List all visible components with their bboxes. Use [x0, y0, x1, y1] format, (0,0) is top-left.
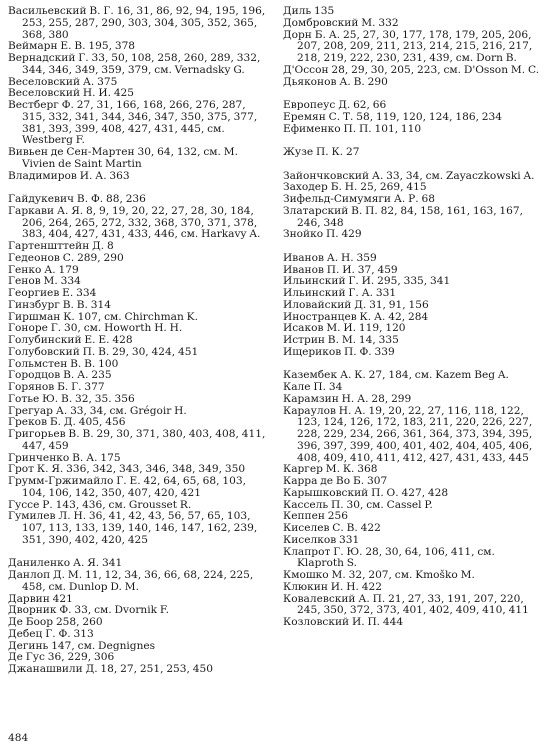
- index-entry: Казембек А. К. 27, 184, см. Kazem Beg A.: [283, 369, 509, 382]
- index-entry: Ефименко П. П. 101, 110: [283, 122, 422, 135]
- index-entry: Европеус Д. 62, 66: [283, 99, 387, 111]
- index-entry: Караулов Н. А. 19, 20, 22, 27, 116, 118, 122, 123, 124, 126, 172, 183, 211, 220, 226, 227, 228, 229, 234, 266, 361, 364, 373, 394, 395, 396, 397, 399, 400, 401, 402, 404, 405, 406, 408, 409, 410, 411, 412, 427, 431, 433, 445: [283, 404, 533, 464]
- index-column-left: [8, 6, 270, 676]
- index-entry: Веселовский А. 375: [8, 75, 118, 88]
- index-entry: Гиршман К. 107, см. Chirchman K.: [8, 310, 198, 323]
- index-entry: Дебец Г. Ф. 313: [8, 627, 94, 640]
- index-entry: Иванов П. И. 37, 459: [283, 263, 398, 276]
- index-entry: Генко А. 179: [8, 263, 79, 276]
- index-entry: Владимиров И. А. 363: [8, 169, 130, 182]
- index-entry: Васильевский В. Г. 16, 31, 86, 92, 94, 195, 196, 253, 255, 287, 290, 303, 304, 305, 352, 365, 368, 380: [8, 5, 266, 41]
- index-entry: Диль 135: [283, 5, 335, 17]
- index-entry: Иванов А. Н. 359: [283, 251, 377, 264]
- index-entry: Генов М. 334: [8, 275, 81, 288]
- index-entry: Голубинский Е. Е. 428: [8, 334, 133, 346]
- index-entry: Дегинь 147, см. Degnignes: [8, 639, 156, 652]
- index-entry: Ковалевский А. П. 21, 27, 33, 191, 207, 220, 245, 350, 372, 373, 401, 402, 409, 410, 411: [283, 592, 529, 617]
- index-entry: Даниленко А. Я. 341: [8, 557, 123, 570]
- index-entry: Киселев С. В. 422: [283, 522, 381, 534]
- letter-group-gap: [283, 241, 541, 253]
- index-entry: Карра де Во Б. 307: [283, 475, 388, 487]
- index-entry: Городцов В. А. 235: [8, 369, 112, 382]
- index-entry: Веселовский Н. И. 425: [8, 87, 135, 100]
- index-entry: Греков Б. Д. 405, 456: [8, 416, 126, 429]
- index-entry: Д'Оссон 28, 29, 30, 205, 223, см. D'Osson M. C.: [283, 63, 540, 76]
- index-entry: Кмошко М. 32, 207, см. Kmoško M.: [283, 569, 475, 581]
- index-entry: Гольмстен В. В. 100: [8, 357, 119, 370]
- index-entry: Кале П. 34: [283, 381, 343, 393]
- index-entry: Веймарн Е. В. 195, 378: [8, 40, 136, 53]
- index-entry: Вивьен де Сен-Мартен 30, 64, 132, см. M. Vivien de Saint Martin: [8, 146, 238, 170]
- index-entry: Каргер М. К. 368: [283, 463, 378, 476]
- index-entry: Козловский И. П. 444: [283, 616, 404, 628]
- index-entry: Джанашвили Д. 18, 27, 251, 253, 450: [8, 663, 213, 675]
- index-entry: Заходер Б. Н. 25, 269, 415: [283, 181, 427, 194]
- index-entry: Карамзин Н. А. 28, 299: [283, 392, 412, 405]
- index-entry: Де Гус 36, 229, 306: [8, 651, 115, 664]
- index-entry: Гуссе Р. 143, 436, см. Grousset R.: [8, 498, 192, 511]
- index-entry: Гумилев Л. Н. 36, 41, 42, 43, 56, 57, 65, 103, 107, 113, 133, 139, 140, 146, 147, 162, 239, 351, 390, 402, 420, 425: [8, 510, 258, 546]
- index-entry: Гаркави А. Я. 8, 9, 19, 20, 22, 27, 28, 30, 184, 206, 264, 265, 272, 332, 368, 370, 371, 378, 383, 404, 427, 431, 433, 446, см. Harkavy A.: [8, 204, 261, 241]
- index-entry: Киселков 331: [283, 533, 360, 546]
- index-entry: Домбровский М. 332: [283, 16, 399, 29]
- index-entry: Ищериков П. Ф. 339: [283, 345, 395, 358]
- index-entry: Гринченко В. А. 175: [8, 451, 121, 464]
- index-entry: Вестберг Ф. 27, 31, 166, 168, 266, 276, 287, 315, 332, 341, 344, 346, 347, 350, 375, 377, 381, 393, 399, 408, 427, 431, 445, см. Westberg F.: [8, 99, 258, 147]
- index-entry: Гедеонов С. 289, 290: [8, 251, 124, 264]
- index-entry: Данлоп Д. М. 11, 12, 34, 36, 66, 68, 224, 225, 458, см. Dunlop D. M.: [8, 569, 254, 593]
- index-entry: Клюкин И. Н. 422: [283, 580, 382, 593]
- index-entry: Голубовский П. В. 29, 30, 424, 451: [8, 345, 199, 358]
- index-entry: Де Боор 258, 260: [8, 616, 103, 628]
- index-entry: Зайончковский А. 33, 34, см. Zayaczkowski A.: [283, 169, 535, 182]
- index-entry: Зифельд-Симумяги А. Р. 68: [283, 193, 435, 205]
- index-entry: Грот К. Я. 336, 342, 343, 346, 348, 349, 350: [8, 463, 246, 476]
- index-entry: Гайдукевич В. Ф. 88, 236: [8, 193, 146, 205]
- index-entry: Гартеншттейн Д. 8: [8, 240, 114, 252]
- index-entry: Готье Ю. В. 32, 35. 356: [8, 392, 135, 405]
- index-entry: Ильинский Г. И. 295, 335, 341: [283, 275, 451, 288]
- index-entry: Карышковский П. О. 427, 428: [283, 486, 449, 499]
- index-entry: Гинзбург В. В. 314: [8, 298, 111, 311]
- index-entry: Истрин В. М. 14, 335: [283, 334, 399, 346]
- index-column-right: [283, 6, 541, 629]
- index-entry: Горянов Б. Г. 377: [8, 381, 105, 393]
- letter-group-gap: [283, 159, 541, 171]
- index-entry: Георгиев Е. 334: [8, 287, 97, 299]
- index-entry: Ильинский Г. А. 331: [283, 287, 397, 299]
- page-number: 484: [8, 732, 29, 744]
- index-entry: Грегуар А. 33, 34, см. Grégoir H.: [8, 404, 187, 417]
- index-entry: Григорьев В. В. 29, 30, 371, 380, 403, 408, 411, 447, 459: [8, 428, 266, 452]
- index-entry: Гоноре Г. 30, см. Howorth H. H.: [8, 322, 183, 335]
- index-entry: Еремян С. Т. 58, 119, 120, 124, 186, 234: [283, 110, 503, 123]
- index-entry: Грумм-Гржимайло Г. Е. 42, 64, 65, 68, 103, 104, 106, 142, 350, 407, 420, 421: [8, 475, 246, 499]
- index-entry: Знойко П. 429: [283, 228, 362, 241]
- index-entry: Дарвин 421: [8, 592, 73, 605]
- index-entry: Исаков М. И. 119, 120: [283, 322, 406, 335]
- index-entry: Дворник Ф. 33, см. Dvornik F.: [8, 604, 169, 617]
- index-entry: Дьяконов А. В. 290: [283, 75, 388, 88]
- index-entry: Вернадский Г. 33, 50, 108, 258, 260, 289, 332, 344, 346, 349, 359, 379, см. Vernadsky G.: [8, 52, 261, 76]
- index-entry: Клапрот Г. Ю. 28, 30, 64, 106, 411, см. Klaproth S.: [283, 545, 495, 570]
- index-entry: Златарский В. П. 82, 84, 158, 161, 163, 167, 246, 348: [283, 204, 524, 229]
- index-entry: Кассель П. 30, см. Cassel P.: [283, 498, 433, 511]
- index-entry: Иностранцев К. А. 42, 284: [283, 310, 429, 323]
- index-entry: Иловайский Д. 31, 91, 156: [283, 298, 429, 311]
- index-entry: Жузе П. К. 27: [283, 146, 360, 158]
- index-entry: Дорн Б. А. 25, 27, 30, 177, 178, 179, 205, 206, 207, 208, 209, 211, 213, 214, 215, 216, 217, 218, 219, 222, 230, 231, 439, см. Dorn B.: [283, 28, 533, 64]
- index-entry: Кеппен 256: [283, 510, 349, 523]
